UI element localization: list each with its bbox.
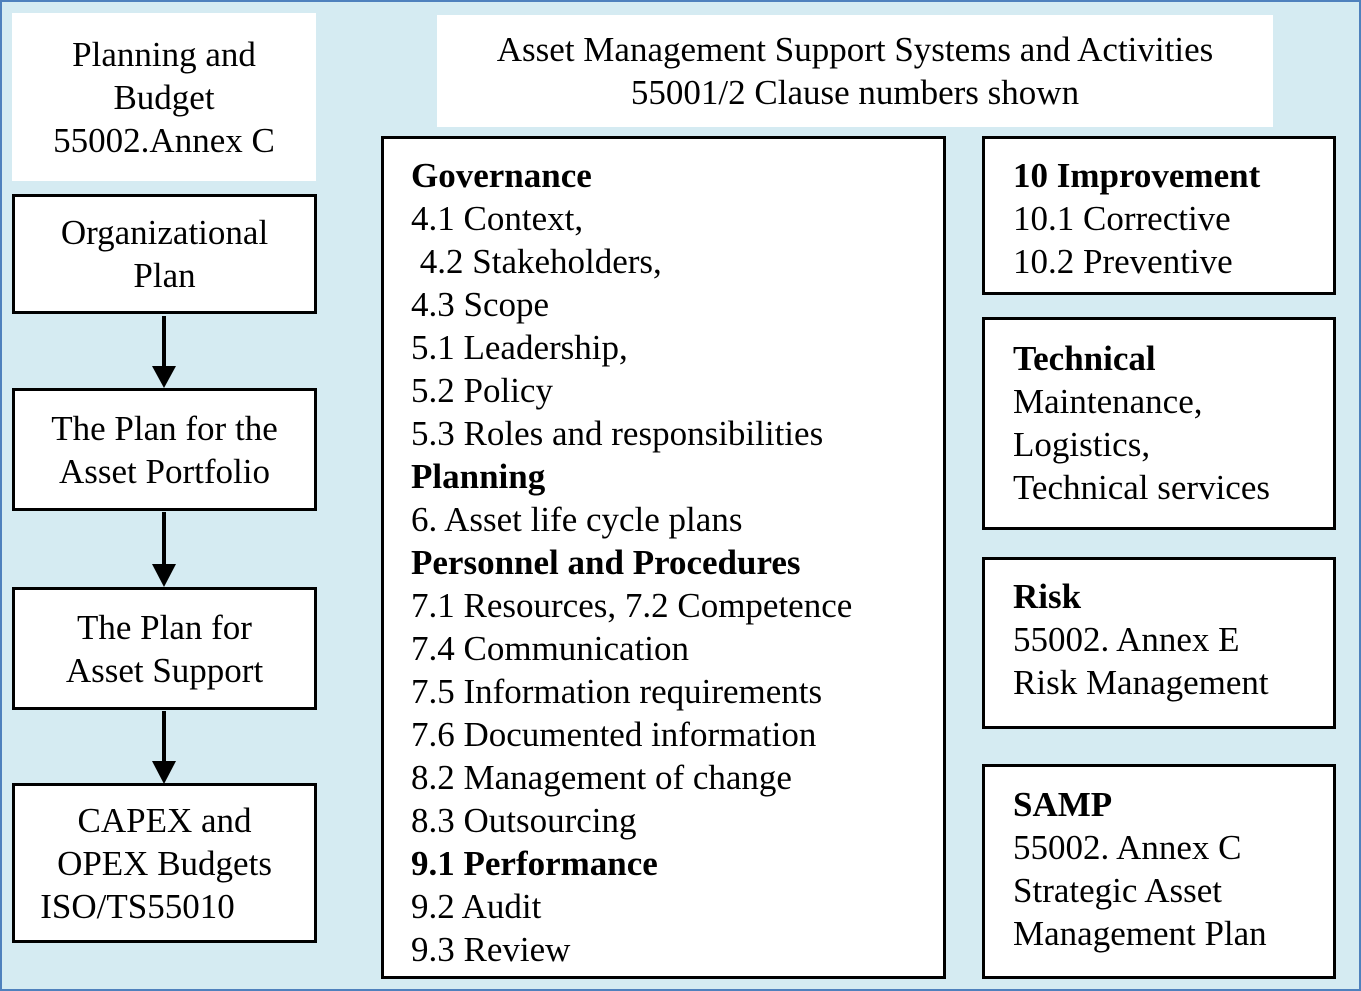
planning-budget-line-3: 55002.Annex C	[53, 120, 275, 160]
clause-item: 8.2 Management of change	[411, 758, 792, 797]
budgets-box	[12, 783, 317, 943]
clause-item: 4.2 Stakeholders,	[411, 242, 662, 281]
improvement-box	[982, 136, 1336, 295]
clause-numbers-note: 55001/2 Clause numbers shown	[630, 73, 1080, 112]
technical-box	[982, 317, 1336, 530]
support-systems-header	[437, 15, 1273, 127]
clause-item: 5.1 Leadership,	[411, 328, 628, 367]
section-heading: 9.1 Performance	[411, 844, 658, 883]
planning-budget-line-2: Budget	[113, 77, 215, 117]
risk-box	[982, 557, 1336, 729]
technical-line-2: Logistics,	[1013, 425, 1151, 464]
organizational-plan-line-1: Organizational	[60, 213, 269, 252]
section-heading: Planning	[411, 457, 546, 496]
budgets-line-1: CAPEX and	[77, 800, 252, 840]
asset-portfolio-plan-line-1: The Plan for the	[51, 408, 278, 448]
arrow-down-1	[148, 316, 180, 390]
technical-title: Technical	[1013, 339, 1156, 378]
section-heading: Personnel and Procedures	[411, 543, 801, 582]
asset-portfolio-plan-line-2: Asset Portfolio	[59, 451, 270, 491]
improvement-line-2: 10.2 Preventive	[1013, 242, 1233, 281]
samp-box	[982, 764, 1336, 979]
clause-item: 7.6 Documented information	[411, 715, 817, 754]
organizational-plan-line-2: Plan	[133, 256, 196, 295]
clause-item: 5.2 Policy	[411, 371, 553, 410]
samp-line-2: Strategic Asset	[1013, 871, 1222, 910]
arrow-down-2	[148, 512, 180, 588]
clause-item: 9.3 Review	[411, 930, 571, 969]
clause-list-box	[381, 136, 946, 979]
asset-support-plan-line-1: The Plan for	[77, 607, 252, 647]
technical-line-3: Technical services	[1013, 468, 1270, 507]
risk-line-2: Risk Management	[1013, 663, 1269, 702]
clause-list	[411, 154, 943, 971]
clause-item: 7.5 Information requirements	[411, 672, 823, 711]
asset-portfolio-plan-box	[12, 388, 317, 511]
clause-item: 7.4 Communication	[411, 629, 690, 668]
clause-item: 4.1 Context,	[411, 199, 584, 238]
samp-line-1: 55002. Annex C	[1013, 828, 1242, 867]
section-heading: Governance	[411, 156, 592, 195]
organizational-plan-box	[12, 194, 317, 314]
technical-line-1: Maintenance,	[1013, 382, 1203, 421]
planning-budget-line-1: Planning and	[72, 34, 256, 74]
clause-item: 7.1 Resources, 7.2 Competence	[411, 586, 853, 625]
asset-support-plan-box	[12, 587, 317, 710]
clause-item: 6. Asset life cycle plans	[411, 500, 743, 539]
samp-line-3: Management Plan	[1013, 914, 1267, 953]
samp-title: SAMP	[1013, 785, 1113, 824]
budgets-line-2: OPEX Budgets	[57, 843, 272, 883]
clause-item: 9.2 Audit	[411, 887, 542, 926]
risk-line-1: 55002. Annex E	[1013, 620, 1240, 659]
clause-item: 5.3 Roles and responsibilities	[411, 414, 824, 453]
support-systems-title: Asset Management Support Systems and Activities	[496, 30, 1214, 69]
arrow-down-3	[148, 711, 180, 785]
clause-item: 8.3 Outsourcing	[411, 801, 637, 840]
improvement-line-1: 10.1 Corrective	[1013, 199, 1231, 238]
planning-budget-header	[12, 13, 316, 181]
asset-support-plan-line-2: Asset Support	[65, 650, 264, 690]
risk-title: Risk	[1013, 577, 1082, 616]
improvement-title: 10 Improvement	[1013, 156, 1261, 195]
budgets-line-3: ISO/TS55010	[40, 886, 235, 926]
clause-item: 4.3 Scope	[411, 285, 550, 324]
